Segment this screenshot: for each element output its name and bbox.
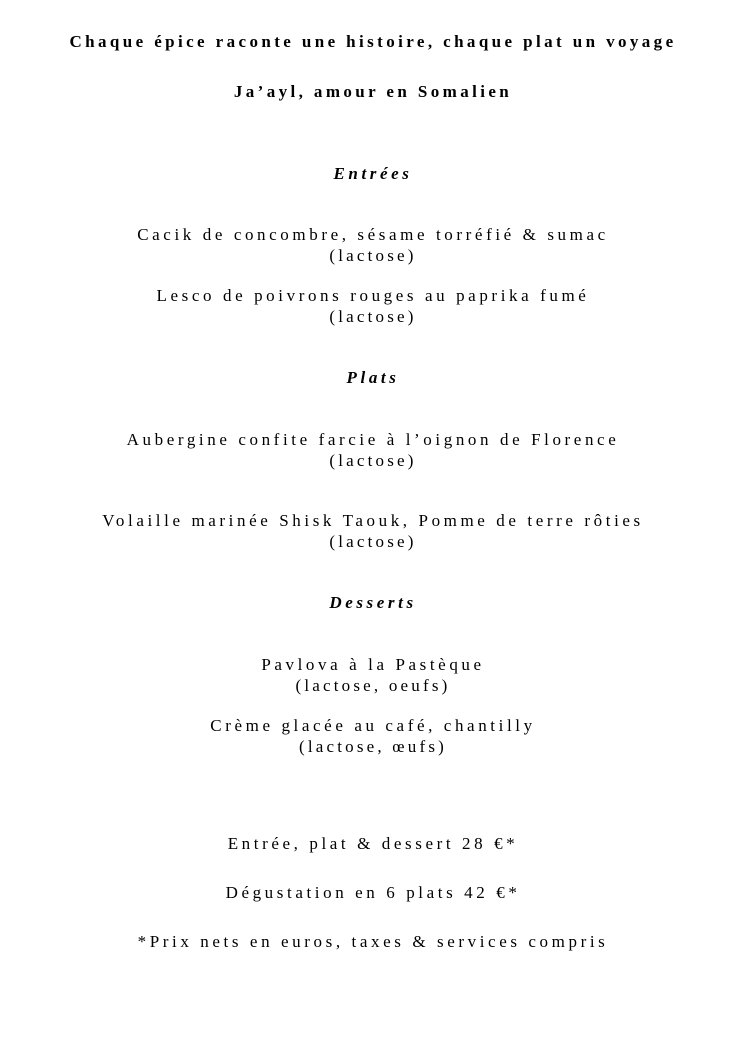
- tagline: Chaque épice raconte une histoire, chaque plat un voyage: [69, 32, 677, 51]
- dish-allergens: (lactose): [329, 307, 417, 326]
- section-heading-desserts: Desserts: [329, 593, 417, 612]
- dish-name: Pavlova à la Pastèque: [261, 655, 485, 674]
- dish-name: Crème glacée au café, chantilly: [210, 716, 536, 735]
- dish-name: Lesco de poivrons rouges au paprika fumé: [156, 286, 590, 305]
- section-heading-entrees: Entrées: [333, 164, 413, 183]
- dish-name: Aubergine confite farcie à l’oignon de Florence: [126, 430, 620, 449]
- dish-name: Cacik de concombre, sésame torréfié & sumac: [137, 225, 609, 244]
- section-heading-plats: Plats: [346, 368, 400, 387]
- dish-allergens: (lactose): [329, 451, 417, 470]
- price-note: *Prix nets en euros, taxes & services compris: [137, 932, 609, 951]
- tasting-price: Dégustation en 6 plats 42 €*: [225, 883, 521, 902]
- dish-allergens: (lactose): [329, 532, 417, 551]
- dish-allergens: (lactose): [329, 246, 417, 265]
- dish-allergens: (lactose, oeufs): [295, 676, 451, 695]
- dish-allergens: (lactose, œufs): [298, 737, 448, 756]
- menu-subtitle: Ja’ayl, amour en Somalien: [233, 82, 513, 101]
- dish-name: Volaille marinée Shisk Taouk, Pomme de terre rôties: [102, 511, 644, 530]
- menu-price: Entrée, plat & dessert 28 €*: [227, 834, 519, 853]
